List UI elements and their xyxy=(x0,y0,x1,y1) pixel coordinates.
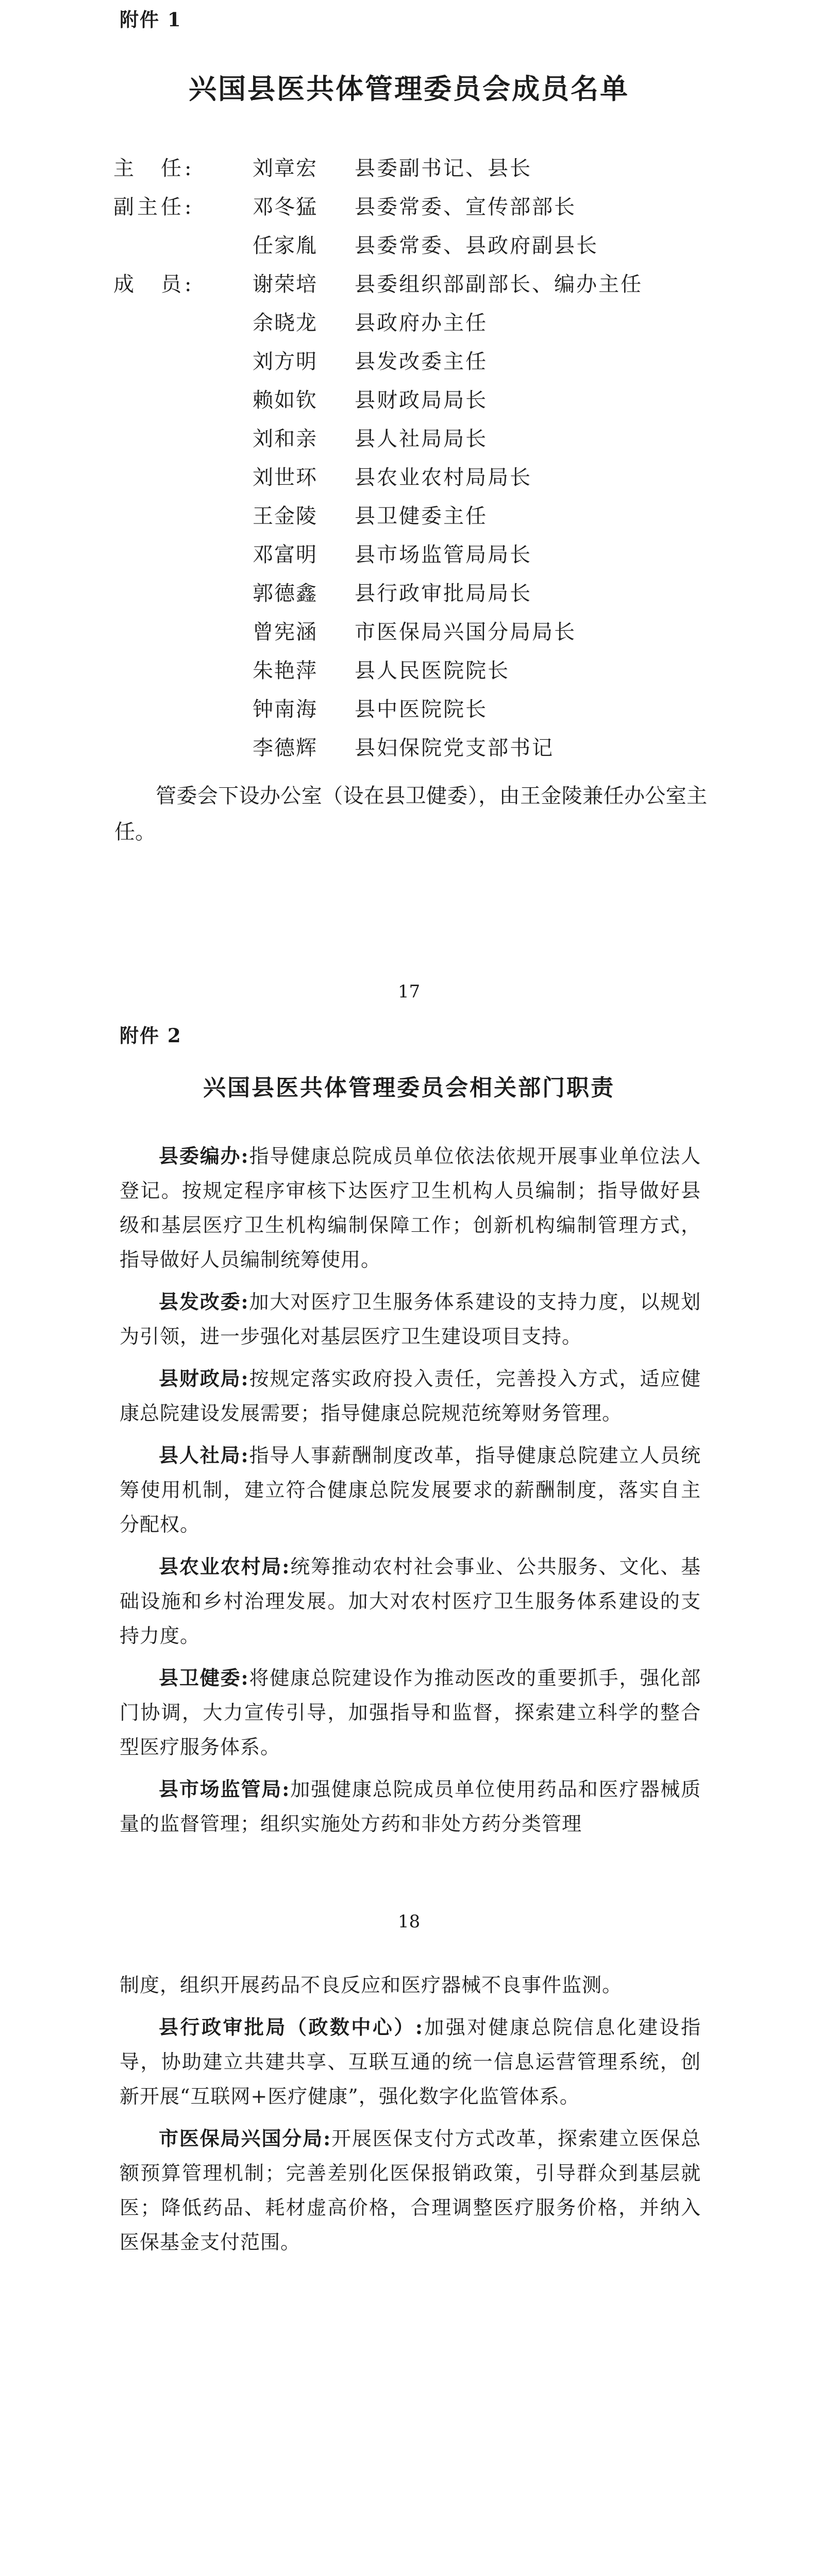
duty-paragraph xyxy=(120,1772,701,1841)
duty-text: 加强对健康总院信息化建设指导，协助建立共建共享、互联互通的统一信息运营管理系统，创新开展“互联网+医疗健康”，强化数字化监管体系。 xyxy=(120,2016,701,2108)
duty-paragraph xyxy=(120,1284,701,1354)
page-17 xyxy=(0,0,818,1010)
page-18 xyxy=(0,1010,818,1937)
member-position: 县人社局局长 xyxy=(355,427,488,451)
duty-continuation: 制度，组织开展药品不良反应和医疗器械不良事件监测。 xyxy=(120,1974,623,1996)
duty-list xyxy=(120,1968,701,2267)
member-name: 余晓龙 xyxy=(253,311,318,335)
duty-text: 将健康总院建设作为推动医改的重要抓手，强化部门协调，大力宣传引导，加强指导和监督，探索建立科学的整合型医疗服务体系。 xyxy=(120,1667,701,1758)
duty-paragraph xyxy=(120,1361,701,1431)
member-position: 县农业农村局局长 xyxy=(355,466,532,489)
member-role: 成 员: xyxy=(113,273,195,296)
member-position: 县委常委、宣传部部长 xyxy=(355,195,576,219)
member-name: 刘方明 xyxy=(253,350,318,374)
member-position: 县委常委、县政府副县长 xyxy=(355,234,598,258)
member-position: 县行政审批局局长 xyxy=(355,582,532,605)
duty-paragraph xyxy=(120,1438,701,1542)
duty-text: 按规定落实政府投入责任，完善投入方式，适应健康总院建设发展需要；指导健康总院规范统筹财务管理。 xyxy=(120,1367,701,1425)
member-name: 邓富明 xyxy=(253,543,318,567)
page-19 xyxy=(0,1937,818,2576)
department-name: 县市场监管局: xyxy=(159,1777,290,1801)
member-position: 县中医院院长 xyxy=(355,698,488,721)
member-name: 王金陵 xyxy=(253,504,318,528)
duty-text: 指导人事薪酬制度改革，指导健康总院建立人员统筹使用机制，建立符合健康总院发展要求的薪酬制度，落实自主分配权。 xyxy=(120,1444,701,1536)
duty-text: 加强健康总院成员单位使用药品和医疗器械质量的监督管理；组织实施处方药和非处方药分类管理 xyxy=(120,1778,701,1835)
document-title: 兴国县医共体管理委员会相关部门职责 xyxy=(203,1075,615,1101)
member-name: 刘世环 xyxy=(253,466,318,489)
member-name: 刘和亲 xyxy=(253,427,318,451)
department-name: 县卫健委: xyxy=(159,1666,249,1689)
department-name: 县财政局: xyxy=(159,1367,249,1390)
member-position: 县发改委主任 xyxy=(355,350,488,374)
member-role: 主 任: xyxy=(113,157,195,180)
member-name: 谢荣培 xyxy=(253,273,318,296)
document-title: 兴国县医共体管理委员会成员名单 xyxy=(189,72,629,105)
member-position: 县委组织部副部长、编办主任 xyxy=(355,273,643,296)
member-position: 县妇保院党支部书记 xyxy=(355,736,554,760)
member-name: 曾宪涵 xyxy=(253,620,318,644)
duty-text: 加大对医疗卫生服务体系建设的支持力度，以规划为引领，进一步强化对基层医疗卫生建设项目支持。 xyxy=(120,1291,701,1348)
member-name: 李德辉 xyxy=(253,736,318,760)
member-position: 县财政局局长 xyxy=(355,388,488,412)
member-name: 郭德鑫 xyxy=(253,582,318,605)
member-position: 县委副书记、县长 xyxy=(355,157,532,180)
member-role: 副主任: xyxy=(113,195,195,219)
member-position: 县市场监管局局长 xyxy=(355,543,532,567)
page-number: 18 xyxy=(397,1911,421,1932)
member-name: 刘章宏 xyxy=(253,157,318,180)
duty-paragraph xyxy=(120,2121,701,2260)
duty-paragraph xyxy=(120,1549,701,1653)
duty-text: 统筹推动农村社会事业、公共服务、文化、基础设施和乡村治理发展。加大对农村医疗卫生服务体系建设的支持力度。 xyxy=(120,1555,701,1647)
department-name: 市医保局兴国分局: xyxy=(159,2127,331,2150)
member-name: 钟南海 xyxy=(253,698,318,721)
department-name: 县行政审批局（政数中心）: xyxy=(159,2015,423,2039)
member-position: 县政府办主任 xyxy=(355,311,488,335)
member-name: 赖如钦 xyxy=(253,388,318,412)
member-name: 朱艳萍 xyxy=(253,659,318,683)
duty-paragraph xyxy=(120,1660,701,1765)
attachment-label: 附件 1 xyxy=(120,8,182,31)
member-position: 县人民医院院长 xyxy=(355,659,510,683)
member-position: 市医保局兴国分局局长 xyxy=(355,620,576,644)
department-name: 县农业农村局: xyxy=(159,1555,290,1578)
duty-text: 指导健康总院成员单位依法依规开展事业单位法人登记。按规定程序审核下达医疗卫生机构人员编制；指导做好县级和基层医疗卫生机构编制保障工作；创新机构编制管理方式，指导做好人员编制统筹使用。 xyxy=(120,1145,701,1271)
member-name: 邓冬猛 xyxy=(253,195,318,219)
duty-paragraph xyxy=(120,1139,701,1277)
member-position: 县卫健委主任 xyxy=(355,504,488,528)
department-name: 县人社局: xyxy=(159,1444,249,1467)
duty-paragraph xyxy=(120,2010,701,2114)
member-name: 任家胤 xyxy=(253,234,318,258)
duty-list xyxy=(120,1139,701,1849)
attachment-label: 附件 2 xyxy=(120,1024,182,1047)
page-number: 17 xyxy=(397,981,421,1002)
duty-text: 开展医保支付方式改革，探索建立医保总额预算管理机制；完善差别化医保报销政策，引导群众到基层就医；降低药品、耗材虚高价格，合理调整医疗服务价格，并纳入医保基金支付范围。 xyxy=(120,2127,701,2253)
office-note: 管委会下设办公室（设在县卫健委），由王金陵兼任办公室主任。 xyxy=(114,784,707,844)
department-name: 县委编办: xyxy=(159,1144,249,1167)
department-name: 县发改委: xyxy=(159,1290,249,1313)
